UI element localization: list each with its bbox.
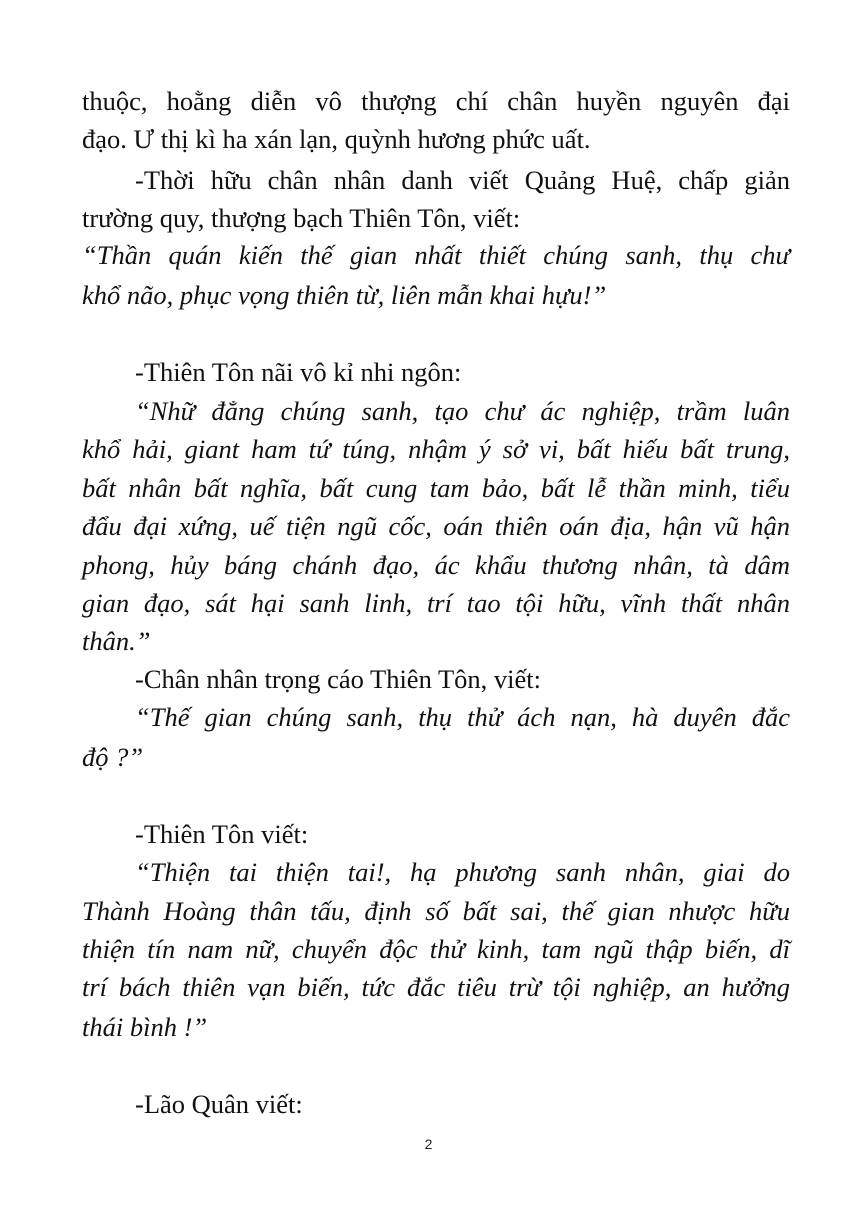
text-line: đạo. Ư thị kì ha xán lạn, quỳnh hương phức uất.	[82, 124, 591, 154]
text-line: “Nhữ đẳng chúng sanh, tạo chư ác nghiệp, trầm luân	[135, 396, 790, 426]
text-line: trí bách thiên vạn biến, tức đắc tiêu trừ tội nghiệp, an hưởng	[82, 972, 790, 1002]
text-line: -Lão Quân viết:	[135, 1089, 303, 1119]
text-line: đẩu đại xứng, uế tiện ngũ cốc, oán thiên oán địa, hận vũ hận	[82, 511, 790, 541]
text-line: -Chân nhân trọng cáo Thiên Tôn, viết:	[135, 664, 542, 694]
text-line: -Thời hữu chân nhân danh viết Quảng Huệ, chấp giản	[135, 165, 790, 195]
text-line: khổ não, phục vọng thiên từ, liên mẫn khai hựu!”	[82, 280, 607, 310]
text-line: trường quy, thượng bạch Thiên Tôn, viết:	[82, 203, 521, 233]
text-line: “Thần quán kiến thế gian nhất thiết chúng sanh, thụ chư	[82, 240, 790, 270]
text-line: phong, hủy báng chánh đạo, ác khẩu thương nhân, tà dâm	[82, 550, 790, 580]
text-line: thuộc, hoằng diễn vô thượng chí chân huyền nguyên đại	[82, 86, 790, 116]
text-line: thân.”	[82, 626, 151, 656]
page-number: 2	[424, 1136, 433, 1152]
text-line: bất nhân bất nghĩa, bất cung tam bảo, bất lễ thần minh, tiểu	[82, 473, 790, 503]
text-line: “Thế gian chúng sanh, thụ thử ách nạn, hà duyên đắc	[135, 702, 790, 732]
text-line: gian đạo, sát hại sanh linh, trí tao tội hữu, vĩnh thất nhân	[82, 588, 790, 618]
text-line: “Thiện tai thiện tai!, hạ phương sanh nhân, giai do	[135, 857, 790, 887]
text-line: khổ hải, giant ham tứ túng, nhậm ý sở vi, bất hiếu bất trung,	[82, 434, 790, 464]
text-line: -Thiên Tôn nãi vô kỉ nhi ngôn:	[135, 357, 462, 387]
text-line: Thành Hoàng thân tấu, định số bất sai, thế gian nhược hữu	[82, 896, 790, 926]
text-line: thái bình !”	[82, 1012, 208, 1042]
text-line: thiện tín nam nữ, chuyển độc thử kinh, tam ngũ thập biến, dĩ	[82, 934, 790, 964]
text-line: -Thiên Tôn viết:	[135, 819, 309, 849]
text-line: độ ?”	[82, 742, 144, 772]
